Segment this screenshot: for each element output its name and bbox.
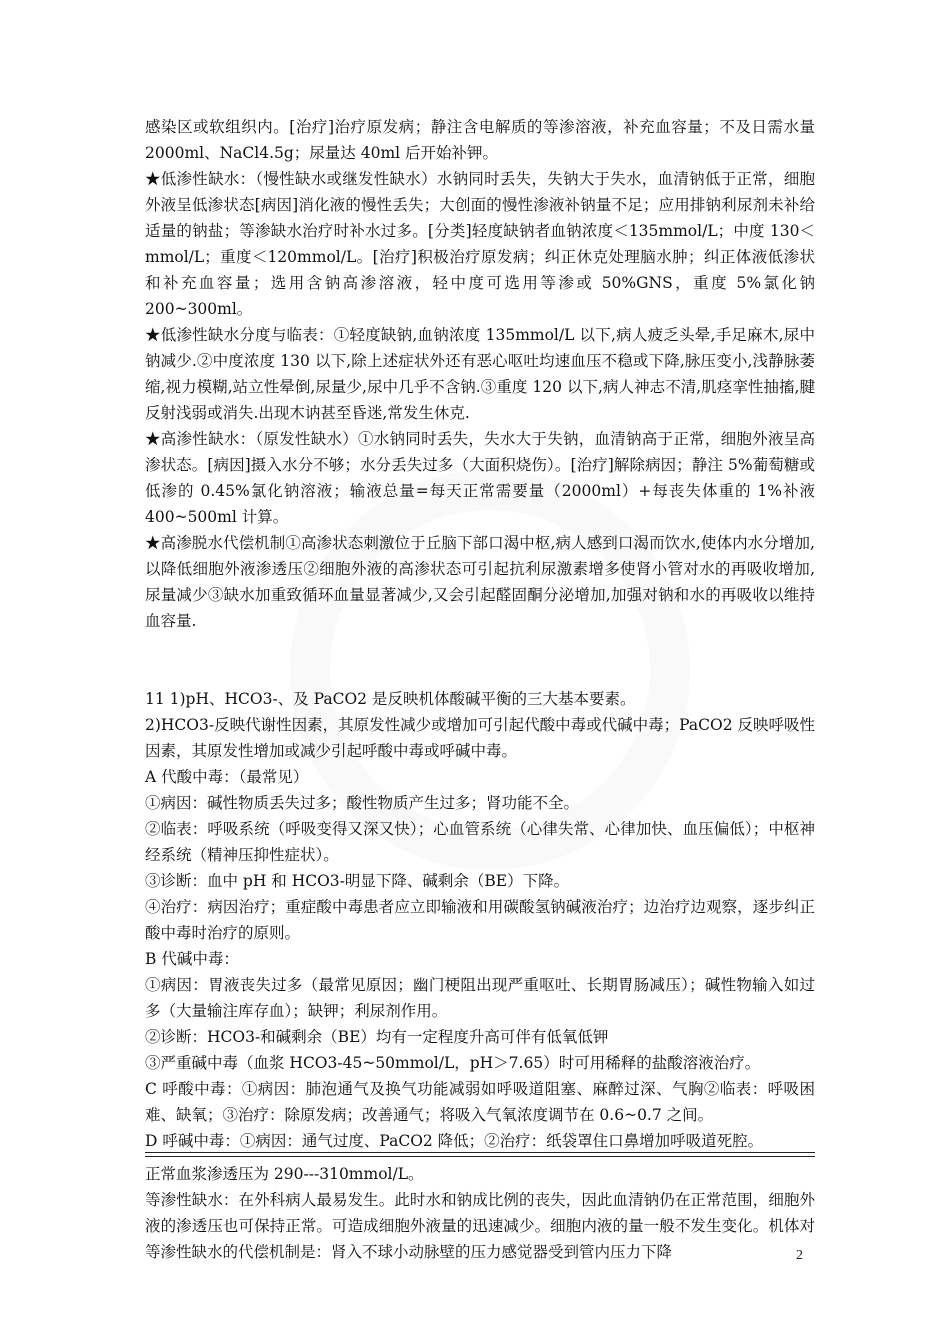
paragraph: ★低渗性缺水分度与临表：①轻度缺钠,血钠浓度 135mmol/L 以下,病人疲乏头晕,手足麻木,尿中钠减少.②中度浓度 130 以下,除上述症状外还有恶心呕吐均速血压不稳或下降,脉压变小,浅静脉萎缩,视力模糊,站立性晕倒,尿量少,尿中几乎不含钠.③重度 120 以下,病人神志不清,肌痉挛性抽搐,腱反射浅弱或消失.出现木讷甚至昏迷,常发生休克.	[145, 326, 815, 422]
paragraph: 感染区或软组织内。[治疗]治疗原发病；静注含电解质的等渗溶液，补充血容量；不及日需水量 2000ml、NaCl4.5g；尿量达 40ml 后开始补钾。	[145, 118, 815, 162]
paragraph: A 代酸中毒：（最常见）	[145, 768, 309, 786]
paragraph: 正常血浆渗透压为 290---310mmol/L。	[145, 1165, 424, 1183]
paragraph: 2)HCO3-反映代谢性因素，其原发性减少或增加可引起代酸中毒或代碱中毒；PaCO2 反映呼吸性因素，其原发性增加或减少引起呼酸中毒或呼碱中毒。	[145, 716, 815, 760]
section-acid-base	[145, 686, 815, 1154]
paragraph: 等渗性缺水：在外科病人最易发生。此时水和钠成比例的丧失，因此血清钠仍在正常范围，细胞外液的渗透压也可保持正常。可造成细胞外液量的迅速减少。细胞内液的量一般不发生变化。机体对等渗性缺水的代偿机制是：肾入不球小动脉壁的压力感觉器受到管内压力下降	[145, 1191, 815, 1261]
paragraph: ③严重碱中毒（血浆 HCO3-45~50mmol/L，pH＞7.65）时可用稀释的盐酸溶液治疗。	[145, 1054, 761, 1072]
section-isotonic	[145, 1156, 815, 1265]
paragraph: ①病因：胃液丧失过多（最常见原因；幽门梗阻出现严重呕吐、长期胃肠减压）；碱性物输入如过多（大量输注库存血）；缺钾；利尿剂作用。	[145, 976, 815, 1020]
paragraph: C 呼酸中毒：①病因：肺泡通气及换气功能减弱如呼吸道阻塞、麻醉过深、气胸②临表：呼吸困难、缺氧；③治疗：除原发病；改善通气；将吸入气氧浓度调节在 0.6~0.7 之间。	[145, 1080, 815, 1124]
paragraph: ②诊断：HCO3-和碱剩余（BE）均有一定程度升高可伴有低氧低钾	[145, 1028, 609, 1046]
paragraph: B 代碱中毒：	[145, 950, 239, 968]
paragraph: ★高渗性缺水：（原发性缺水）①水钠同时丢失，失水大于失钠，血清钠高于正常，细胞外液呈高渗状态。[病因]摄入水分不够；水分丢失过多（大面积烧伤）。[治疗]解除病因；静注 5%葡萄糖或低渗的 0.45%氯化钠溶液；输液总量=每天正常需要量（2000ml）+每丧失体重的 1%补液 400~500ml 计算。	[145, 430, 815, 526]
paragraph: ④治疗：病因治疗；重症酸中毒患者应立即输液和用碳酸氢钠碱液治疗；边治疗边观察，逐步纠正酸中毒时治疗的原则。	[145, 898, 815, 942]
page-content	[145, 114, 815, 1265]
paragraph: ①病因：碱性物质丢失过多；酸性物质产生过多；肾功能不全。	[145, 794, 580, 812]
page-number: 2	[796, 1248, 803, 1263]
paragraph: ★低渗性缺水：（慢性缺水或继发性缺水）水钠同时丢失，失钠大于失水，血清钠低于正常，细胞外液呈低渗状态[病因]消化液的慢性丢失；大创面的慢性渗液补钠量不足；应用排钠利尿剂未补给适量的钠盐；等渗缺水治疗时补水过多。[分类]轻度缺钠者血钠浓度＜135mmol/L；中度 130＜mmol/L；重度＜120mmol/L。[治疗]积极治疗原发病；纠正休克处理脑水肿；纠正体液低渗状和补充血容量；选用含钠高渗溶液，轻中度可选用等渗或 50%GNS，重度 5%氯化钠 200~300ml。	[145, 170, 815, 318]
paragraph: ③诊断：血中 pH 和 HCO3-明显下降、碱剩余（BE）下降。	[145, 872, 570, 890]
section-fluid-deficit	[145, 114, 815, 634]
paragraph: 11 1)pH、HCO3-、及 PaCO2 是反映机体酸碱平衡的三大基本要素。	[145, 690, 636, 708]
spacer	[145, 634, 815, 686]
paragraph: D 呼碱中毒：①病因：通气过度、PaCO2 降低；②治疗：纸袋罩住口鼻增加呼吸道死腔。	[145, 1132, 764, 1150]
paragraph: ★高渗脱水代偿机制①高渗状态刺激位于丘脑下部口渴中枢,病人感到口渴而饮水,使体内水分增加,以降低细胞外液渗透压②细胞外液的高渗状态可引起抗利尿激素增多使肾小管对水的再吸收增加,尿量减少③缺水加重致循环血量显著减少,又会引起醛固酮分泌增加,加强对钠和水的再吸收以维持血容量.	[145, 534, 815, 630]
paragraph: ②临表：呼吸系统（呼吸变得又深又快）；心血管系统（心律失常、心律加快、血压偏低）；中枢神经系统（精神压抑性症状）。	[145, 820, 815, 864]
